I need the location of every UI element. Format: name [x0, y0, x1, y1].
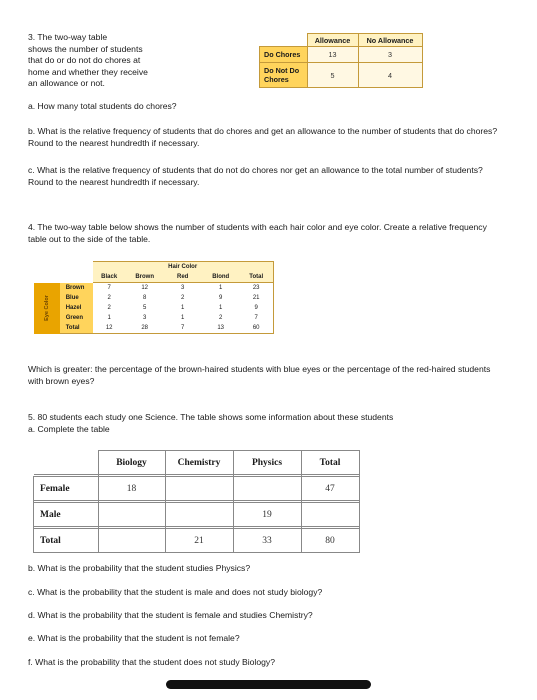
- q5-cell: 18: [98, 477, 165, 501]
- q3-cell: 5: [307, 63, 358, 88]
- q5-cell: 80: [301, 529, 359, 553]
- q4-cell: 1: [202, 283, 240, 294]
- q4-cell: 1: [164, 313, 202, 323]
- q5-cell: [98, 529, 165, 553]
- q4-cell: 2: [93, 303, 126, 313]
- q3-intro-line: that do or do not do chores at: [28, 55, 141, 65]
- q4-cell: 23: [240, 283, 274, 294]
- q4-col-header: Black: [93, 272, 126, 283]
- q3-intro-line: 3. The two-way table: [28, 32, 108, 42]
- q5-cell: 19: [233, 503, 301, 527]
- q4-row-header: Total: [60, 323, 93, 334]
- q4-cell: 7: [93, 283, 126, 294]
- q5-cell: [98, 503, 165, 527]
- q3-intro: [28, 32, 178, 90]
- q4-col-header: Red: [164, 272, 202, 283]
- q5-cell: [165, 477, 233, 501]
- q5a-instruction: a. Complete the table: [28, 424, 110, 434]
- q4-hair-title: Hair Color: [164, 262, 202, 273]
- q3-chores-table: [259, 33, 423, 88]
- q4-cell: 5: [126, 303, 164, 313]
- q4-cell: 3: [126, 313, 164, 323]
- q3-intro-line: an allowance or not.: [28, 78, 105, 88]
- q4-cell: 1: [164, 303, 202, 313]
- q4-row-header: Hazel: [60, 303, 93, 313]
- q3-cell: 13: [307, 47, 358, 63]
- q3-col-header: No Allowance: [358, 34, 422, 47]
- q4-cell: 2: [164, 293, 202, 303]
- q4-cell: 7: [164, 323, 202, 334]
- q4-cell: 2: [93, 293, 126, 303]
- q5c-question: c. What is the probability that the student is male and does not study biology?: [28, 587, 323, 597]
- q5-row-header: Total: [34, 529, 99, 553]
- q4-cell: 8: [126, 293, 164, 303]
- q4-eye-title-text: Eye Color: [43, 295, 50, 321]
- q4-cell: 13: [202, 323, 240, 334]
- q4-question: Which is greater: the percentage of the brown-haired students with blue eyes or the percentage of the red-haired students with brown eyes?: [28, 364, 491, 386]
- q5-cell: 47: [301, 477, 359, 501]
- q5d-question: d. What is the probability that the student is female and studies Chemistry?: [28, 610, 313, 620]
- q5-col-header: Chemistry: [165, 451, 233, 475]
- q5-cell: [233, 477, 301, 501]
- q5b-question: b. What is the probability that the student studies Physics?: [28, 563, 251, 573]
- q3b-question: b. What is the relative frequency of students that do chores and get an allowance to the number of students that do chores? Round to the nearest hundredth if necessary.: [28, 126, 498, 148]
- q3-col-header: Allowance: [307, 34, 358, 47]
- q4-cell: 1: [202, 303, 240, 313]
- q5-col-header: Physics: [233, 451, 301, 475]
- q5-col-header: Total: [301, 451, 359, 475]
- q4-hair-eye-table: [34, 261, 274, 334]
- q4-cell: 12: [126, 283, 164, 294]
- horizontal-scrollbar[interactable]: [166, 680, 371, 689]
- q4-row-header: Blue: [60, 293, 93, 303]
- q4-cell: 9: [202, 293, 240, 303]
- q3-cell: 3: [358, 47, 422, 63]
- q5-cell: 21: [165, 529, 233, 553]
- q3c-question: c. What is the relative frequency of students that do not do chores nor get an allowance to the total number of students? Round to the nearest hundredth if necessary.: [28, 165, 483, 187]
- q5-cell: [165, 503, 233, 527]
- q3-intro-line: home and whether they receive: [28, 66, 148, 77]
- q3a-question: a. How many total students do chores?: [28, 101, 177, 111]
- q4-col-header: Brown: [126, 272, 164, 283]
- q5-col-header: Biology: [98, 451, 165, 475]
- q4-cell: 9: [240, 303, 274, 313]
- q5f-question: f. What is the probability that the student does not study Biology?: [28, 657, 275, 667]
- q5-row-header: Male: [34, 503, 99, 527]
- q4-col-header: Blond: [202, 272, 240, 283]
- q3-cell: 4: [358, 63, 422, 88]
- q4-cell: 1: [93, 313, 126, 323]
- q4-cell: 12: [93, 323, 126, 334]
- q4-cell: 7: [240, 313, 274, 323]
- q5-intro: 5. 80 students each study one Science. The table shows some information about these students: [28, 412, 394, 422]
- q4-row-header: Green: [60, 313, 93, 323]
- q4-eye-title: [34, 283, 60, 334]
- q4-row-header: Brown: [60, 283, 93, 294]
- q5-row-header: Female: [34, 477, 99, 501]
- q5-science-table: [33, 450, 360, 553]
- q5-cell: 33: [233, 529, 301, 553]
- q4-cell: 60: [240, 323, 274, 334]
- q3-row-header: Do Chores: [260, 47, 308, 63]
- q3-row-header: Do Not Do Chores: [260, 63, 308, 88]
- q4-cell: 2: [202, 313, 240, 323]
- q5e-question: e. What is the probability that the student is not female?: [28, 633, 240, 643]
- q5-cell: [301, 503, 359, 527]
- q4-cell: 28: [126, 323, 164, 334]
- q4-col-header: Total: [240, 272, 274, 283]
- q4-cell: 21: [240, 293, 274, 303]
- q4-intro: 4. The two-way table below shows the number of students with each hair color and eye color. Create a relative frequency table out to the side of the table.: [28, 222, 487, 244]
- q3-intro-line: shows the number of students: [28, 43, 143, 54]
- q4-cell: 3: [164, 283, 202, 294]
